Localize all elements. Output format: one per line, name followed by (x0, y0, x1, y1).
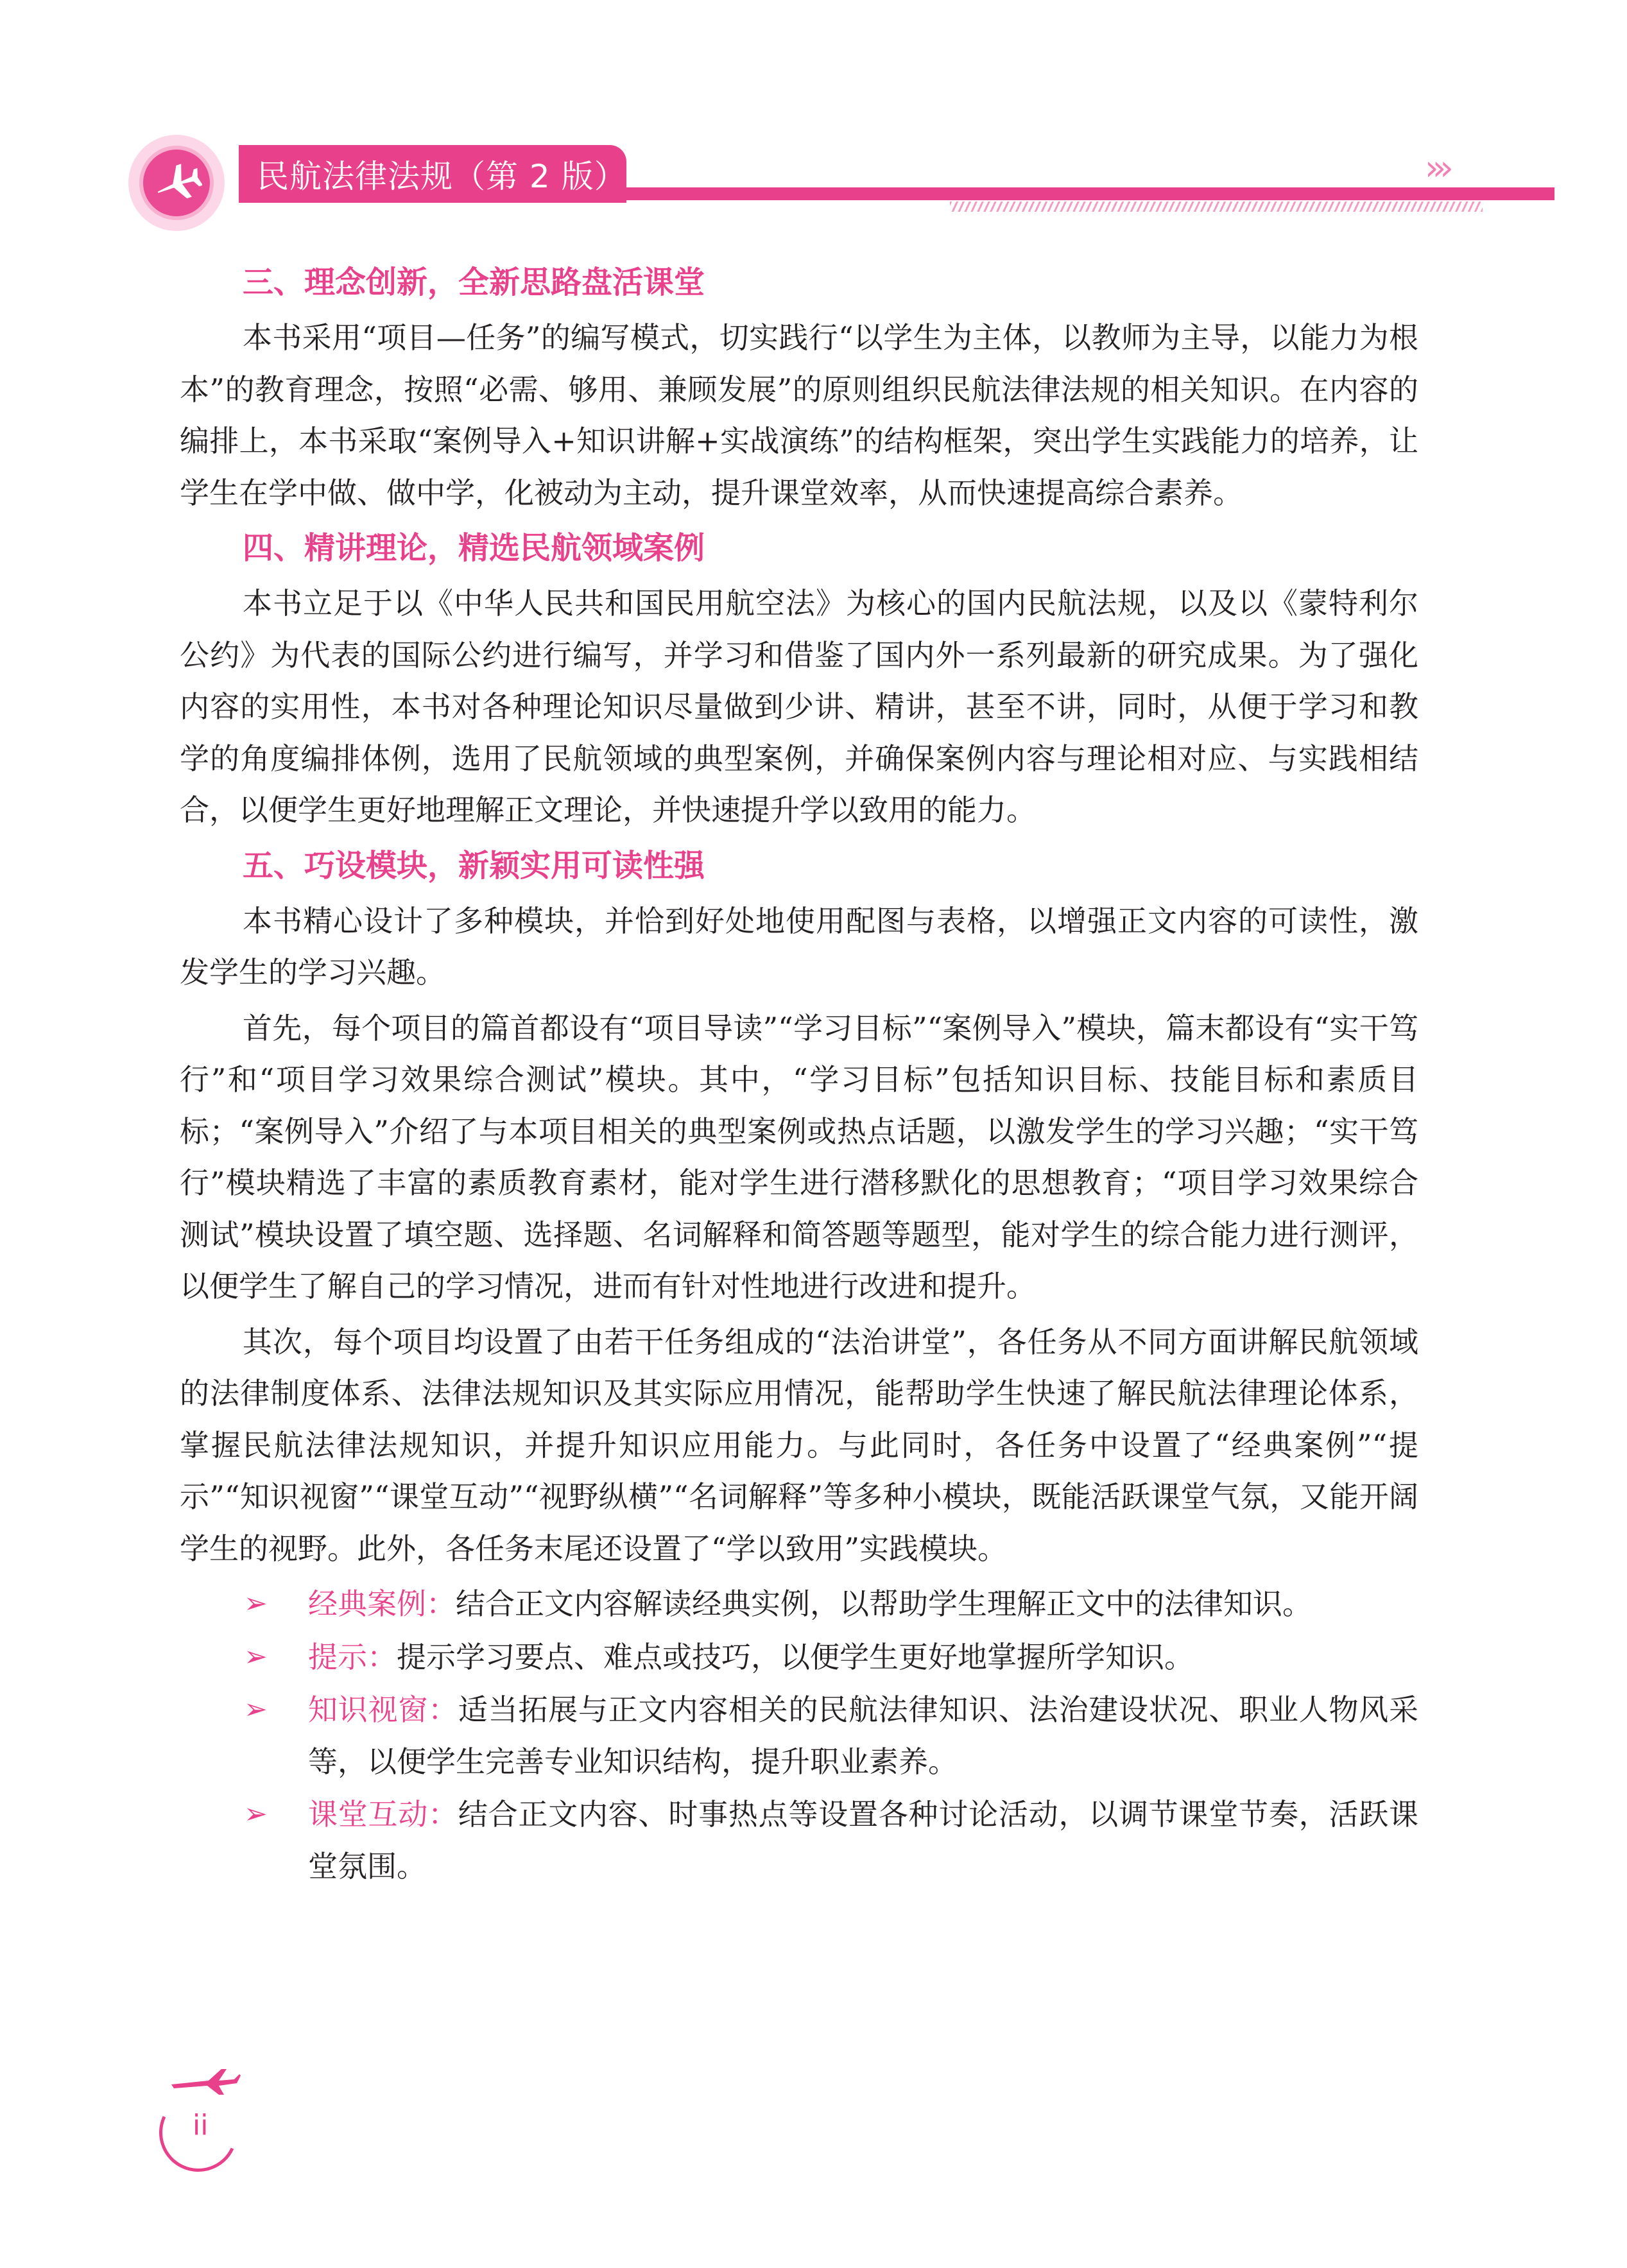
footer-airplane-icon (170, 2065, 241, 2097)
section-heading: 三、理念创新，全新思路盘活课堂 (243, 264, 705, 300)
list-item-text: 结合正文内容、时事热点等设置各种讨论活动，以调节课堂节奏，活跃课堂氛围。 (308, 1797, 1419, 1884)
arrow-bullet-icon: ➢ (244, 1798, 268, 1830)
paragraph: 本书精心设计了多种模块，并恰到好处地使用配图与表格，以增强正文内容的可读性，激发学生的学习兴趣。 (180, 903, 1418, 990)
list-item-text: 提示学习要点、难点或技巧，以便学生更好地掌握所学知识。 (397, 1639, 1194, 1674)
paragraph: 本书立足于以《中华人民共和国民用航空法》为核心的国内民航法规，以及以《蒙特利尔公约》为代表的国际公约进行编写，并学习和借鉴了国内外一系列最新的研究成果。为了强化内容的实用性，本书对各种理论知识尽量做到少讲、精讲，甚至不讲，同时，从便于学习和教学的角度编排体例，选用了民航领域的典型案例，并确保案例内容与理论相对应、与实践相结合，以便学生更好地理解正文理论，并快速提升学以致用的能力。 (180, 586, 1418, 827)
module-list (180, 1578, 1418, 1892)
section-heading: 五、巧设模块，新颖实用可读性强 (243, 847, 705, 884)
list-item (180, 1684, 1418, 1787)
list-item (180, 1578, 1418, 1630)
airplane-icon (151, 157, 202, 209)
arrow-bullet-icon: ➢ (244, 1693, 268, 1726)
book-title: 民航法律法规（第 2 版） (257, 158, 627, 195)
page-content (180, 257, 1418, 1893)
page-number: ii (193, 2109, 209, 2142)
arrow-bullet-icon: ➢ (244, 1587, 268, 1620)
list-item-label: 知识视窗： (308, 1692, 458, 1727)
page-header (0, 0, 1627, 244)
chevrons-decoration: ››› (1425, 148, 1447, 188)
section-heading: 四、精讲理论，精选民航领域案例 (243, 530, 705, 566)
logo-inner (143, 150, 210, 216)
logo-badge (128, 135, 225, 231)
paragraph: 其次，每个项目均设置了由若干任务组成的“法治讲堂”，各任务从不同方面讲解民航领域的法律制度体系、法律法规知识及其实际应用情况，能帮助学生快速了解民航法律理论体系，掌握民航法律法规知识，并提升知识应用能力。与此同时，各任务中设置了“经典案例”“提示”“知识视窗”“课堂互动”“视野纵横”“名词解释”等多种小模块，既能活跃课堂气氛，又能开阔学生的视野。此外，各任务末尾还设置了“学以致用”实践模块。 (180, 1324, 1418, 1566)
list-item (180, 1631, 1418, 1683)
list-item-text: 适当拓展与正文内容相关的民航法律知识、法治建设状况、职业人物风采等，以便学生完善专业知识结构，提升职业素养。 (308, 1692, 1419, 1779)
arrow-bullet-icon: ➢ (244, 1640, 268, 1673)
list-item-label: 提示： (308, 1639, 397, 1674)
paragraph: 本书采用“项目—任务”的编写模式，切实践行“以学生为主体，以教师为主导，以能力为根本”的教育理念，按照“必需、够用、兼顾发展”的原则组织民航法律法规的相关知识。在内容的编排上，本书采取“案例导入+知识讲解+实战演练”的结构框架，突出学生实践能力的培养，让学生在学中做、做中学，化被动为主动，提升课堂效率，从而快速提高综合素养。 (180, 320, 1418, 510)
list-item-label: 课堂互动： (308, 1797, 458, 1832)
list-item-label: 经典案例： (308, 1586, 456, 1621)
header-hatch-decoration (950, 202, 1483, 212)
list-item (180, 1789, 1418, 1892)
paragraph: 首先，每个项目的篇首都设有“项目导读”“学习目标”“案例导入”模块，篇末都设有“实干笃行”和“项目学习效果综合测试”模块。其中，“学习目标”包括知识目标、技能目标和素质目标；“案例导入”介绍了与本项目相关的典型案例或热点话题，以激发学生的学习兴趣；“实干笃行”模块精选了丰富的素质教育素材，能对学生进行潜移默化的思想教育；“项目学习效果综合测试”模块设置了填空题、选择题、名词解释和简答题等题型，能对学生的综合能力进行测评，以便学生了解自己的学习情况，进而有针对性地进行改进和提升。 (180, 1010, 1418, 1303)
list-item-text: 结合正文内容解读经典实例，以帮助学生理解正文中的法律知识。 (456, 1586, 1312, 1621)
book-title-tab (239, 145, 626, 203)
